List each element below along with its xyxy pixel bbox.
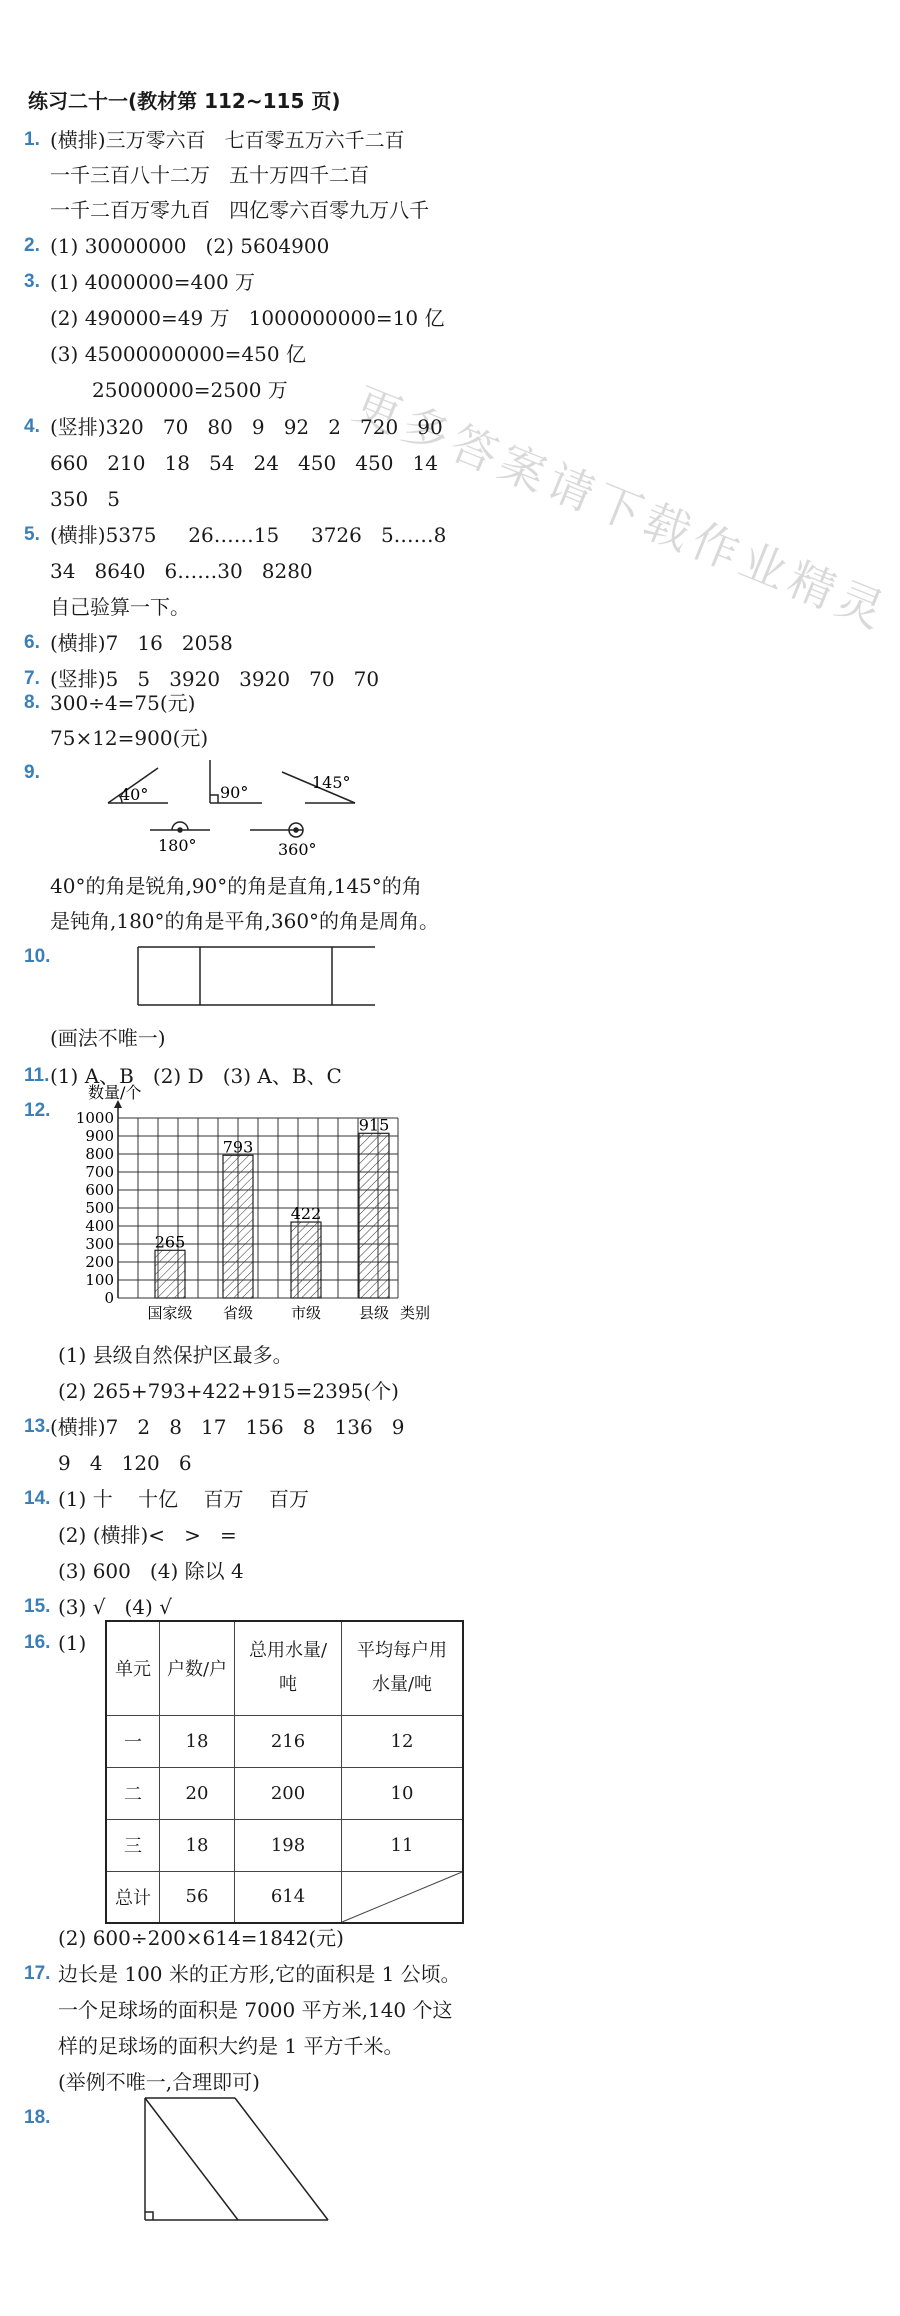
q16-line2: (2) 600÷200×614=1842(元) [58,1926,344,1950]
q13-number: 13. [24,1416,51,1437]
table-row [106,1715,463,1767]
q14-line1: (1) 十 十亿 百万 百万 [58,1487,309,1511]
y-tick-label: 900 [85,1127,114,1145]
y-tick-label: 300 [85,1235,114,1253]
q6-line1: (横排)7 16 2058 [50,631,233,655]
angle-180-label: 180° [158,836,197,855]
diagonal-slash [342,1872,462,1924]
th-total-water: 总用水量/吨 [235,1621,342,1715]
q4-line3: 350 5 [50,487,120,511]
q1-line3: 一千二百万零九百 四亿零六百零九万八千 [50,198,430,222]
y-tick-label: 0 [104,1289,114,1307]
data-label: 915 [358,1115,390,1135]
cell-unit: 一 [106,1715,160,1767]
q5-number: 5. [24,524,40,545]
q10-figure [130,942,390,1012]
q16-label: (1) [58,1631,87,1655]
q16-number: 16. [24,1632,51,1653]
q6-number: 6. [24,632,40,653]
q9-line1: 40°的角是锐角,90°的角是直角,145°的角 [50,874,422,898]
x-category-label: 市级 [290,1304,322,1322]
bar-0 [155,1250,185,1298]
q5-line1: (横排)5375 26……15 3726 5……8 [50,523,447,547]
q3-line2: (2) 490000=49 万 1000000000=10 亿 [50,306,445,330]
q14-number: 14. [24,1488,51,1509]
q1-line1: (横排)三万零六百 七百零五万六千二百 [50,128,405,152]
cell-unit: 三 [106,1819,160,1871]
cell-households: 56 [160,1871,235,1923]
q2-number: 2. [24,235,40,256]
q1-line2: 一千三百八十二万 五十万四千二百 [50,163,370,187]
q17-line4: (举例不唯一,合理即可) [58,2070,260,2094]
q5-line3: 自己验算一下。 [50,595,190,619]
q8-line1: 300÷4=75(元) [50,691,196,715]
q4-number: 4. [24,416,40,437]
q9-line2: 是钝角,180°的角是平角,360°的角是周角。 [50,909,440,933]
table-row [106,1819,463,1871]
cell-households: 20 [160,1767,235,1819]
table-header-row [106,1621,463,1715]
th-avg-water: 平均每户用水量/吨 [342,1621,464,1715]
q12-answer2: (2) 265+793+422+915=2395(个) [58,1379,399,1403]
q12-number: 12. [24,1100,51,1121]
bar-1 [223,1155,253,1298]
angle-360-label: 360° [278,840,317,859]
bar-chart [0,1083,460,1330]
q17-line2: 一个足球场的面积是 7000 平方米,140 个这 [58,1998,453,2022]
q15-line1: (3) √ (4) √ [58,1595,172,1619]
table-row [106,1767,463,1819]
cell-avg-empty [342,1871,464,1923]
y-tick-label: 700 [85,1163,114,1181]
q9-number: 9. [24,762,40,783]
water-table [105,1620,464,1924]
cell-unit: 二 [106,1767,160,1819]
th-unit: 单元 [106,1621,160,1715]
y-tick-label: 800 [85,1145,114,1163]
th-households: 户数/户 [160,1621,235,1715]
q11-line1: (1) A、B (2) D (3) A、B、C [50,1064,342,1088]
q18-trapezoid-figure [130,2090,350,2230]
q8-line2: 75×12=900(元) [50,726,209,750]
q5-line2: 34 8640 6……30 8280 [50,559,313,583]
q17-line3: 样的足球场的面积大约是 1 平方千米。 [58,2034,404,2058]
q11-number: 11. [24,1065,50,1086]
y-tick-label: 200 [85,1253,114,1271]
angle-145-label: 145° [312,773,351,792]
q4-line1: (竖排)320 70 80 9 92 2 720 90 [50,415,443,439]
y-tick-label: 400 [85,1217,114,1235]
angle-90-label: 90° [220,783,249,802]
q4-line2: 660 210 18 54 24 450 450 14 [50,451,438,475]
q3-line1: (1) 4000000=400 万 [50,270,256,294]
data-label: 422 [290,1204,322,1224]
y-tick-label: 500 [85,1199,114,1217]
bar-3 [359,1133,389,1298]
q3-line4: 25000000=2500 万 [92,378,288,402]
q7-number: 7. [24,668,40,689]
q1-number: 1. [24,129,40,150]
page-title: 练习二十一(教材第 112~115 页) [28,89,341,113]
y-tick-label: 1000 [75,1109,114,1127]
q10-note: (画法不唯一) [50,1026,166,1050]
q17-line1: 边长是 100 米的正方形,它的面积是 1 公顷。 [58,1962,461,1986]
y-axis-label: 数量/个 [88,1083,142,1102]
q13-line1: (横排)7 2 8 17 156 8 136 9 [50,1415,405,1439]
q14-line2: (2) (横排)< > = [58,1523,237,1547]
q7-line1: (竖排)5 5 3920 3920 70 70 [50,667,380,691]
cell-total: 198 [235,1819,342,1871]
q13-line2: 9 4 120 6 [58,1451,192,1475]
x-category-label: 国家级 [147,1304,193,1322]
x-category-label: 县级 [358,1304,390,1322]
q3-number: 3. [24,271,40,292]
angle-40-label: 40° [120,785,149,804]
cell-total: 200 [235,1767,342,1819]
q9-angle-figures [0,0,800,900]
q2-line1: (1) 30000000 (2) 5604900 [50,234,330,258]
cell-households: 18 [160,1819,235,1871]
data-label: 793 [222,1137,254,1157]
bar-2 [291,1222,321,1298]
y-tick-label: 100 [85,1271,114,1289]
table-total-row [106,1871,463,1923]
q3-line3: (3) 45000000000=450 亿 [50,342,306,366]
q15-number: 15. [24,1596,51,1617]
y-tick-label: 600 [85,1181,114,1199]
cell-avg: 10 [342,1767,464,1819]
cell-households: 18 [160,1715,235,1767]
x-category-label: 省级 [222,1304,254,1322]
q14-line3: (3) 600 (4) 除以 4 [58,1559,244,1583]
cell-total: 614 [235,1871,342,1923]
cell-unit: 总计 [106,1871,160,1923]
x-axis-label: 类别 [400,1304,431,1322]
q8-number: 8. [24,692,40,713]
q18-number: 18. [24,2107,51,2128]
watermark: 更多答案请下载作业精灵 [346,376,897,641]
cell-avg: 12 [342,1715,464,1767]
cell-total: 216 [235,1715,342,1767]
q17-number: 17. [24,1963,51,1984]
q10-number: 10. [24,946,51,967]
angle-360-figure [250,823,303,837]
q12-answer1: (1) 县级自然保护区最多。 [58,1343,293,1367]
angle-180-figure [150,822,210,832]
cell-avg: 11 [342,1819,464,1871]
data-label: 265 [154,1232,186,1252]
